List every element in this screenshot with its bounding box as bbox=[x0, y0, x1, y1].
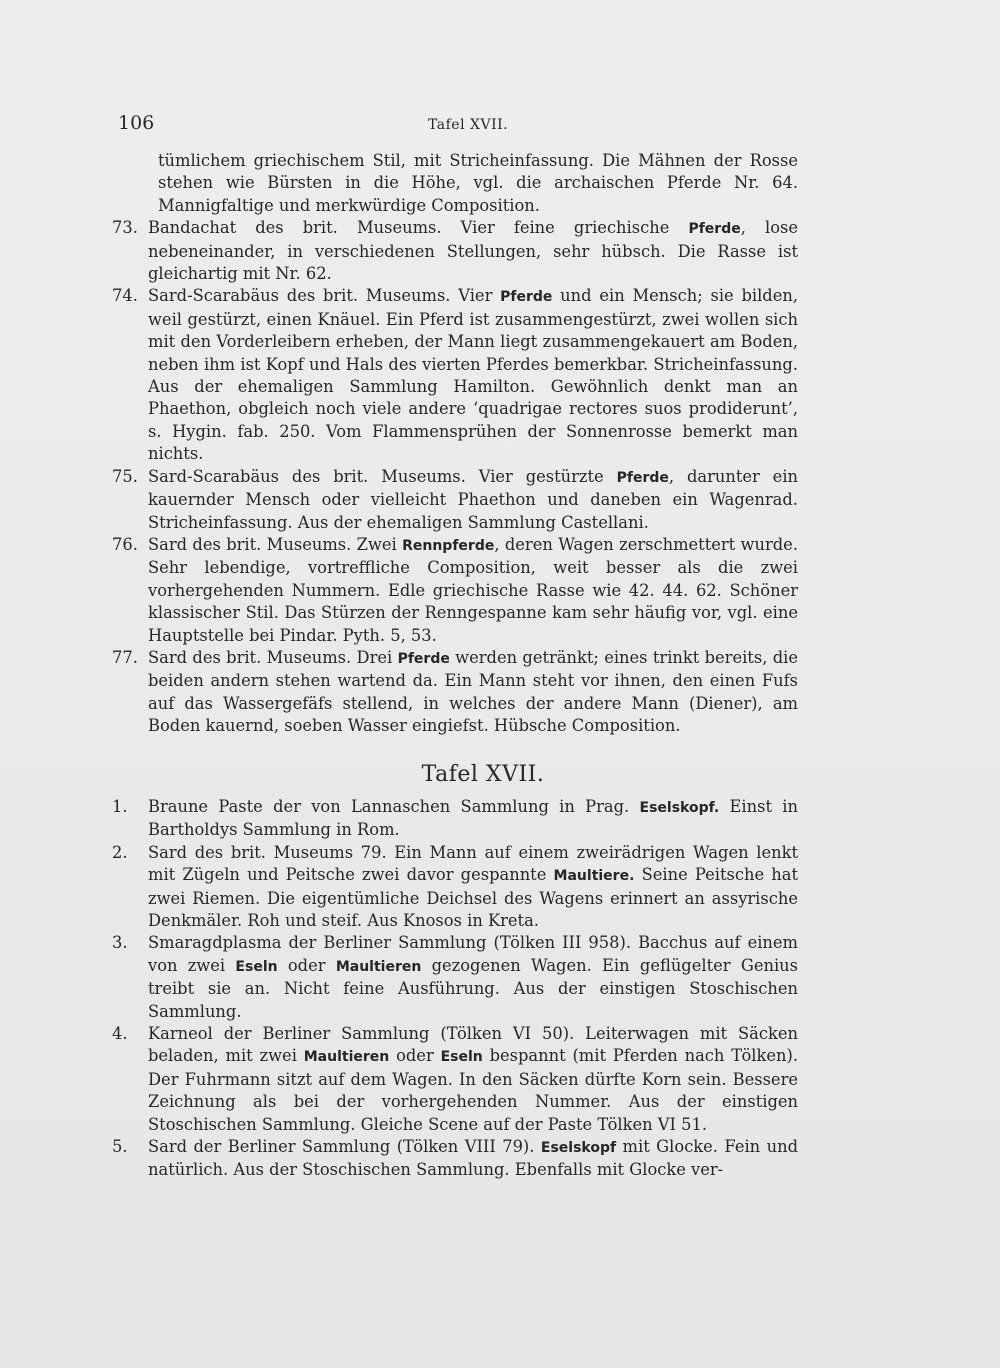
page-number: 106 bbox=[118, 112, 155, 134]
entry-text: Sard der Berliner Sammlung (Tölken VIII 79). Eselskopf mit Glocke. Fein und natürlich. Aus der Stoschischen Sammlung. Ebenfalls mit Glocke ver- bbox=[148, 1137, 798, 1180]
entry-number: 5. bbox=[112, 1137, 128, 1157]
entry-number: 77. bbox=[112, 647, 138, 667]
catalog-entry bbox=[108, 1023, 798, 1136]
entry-text: Sard des brit. Museums. Drei Pferde werden getränkt; eines trinkt bereits, die beiden andern stehen wartend da. Ein Mann steht vor ihnen, den einen Fufs auf das Wassergefäfs stellend, in welches der andere Mann (Diener), am Boden kauernd, soeben Wasser eingiefst. Hübsche Composition. bbox=[148, 647, 798, 736]
entry-number: 75. bbox=[112, 466, 138, 486]
entry-text: Sard-Scarabäus des brit. Museums. Vier gestürzte Pferde, darunter ein kauernder Mensch oder vielleicht Phaethon und daneben ein Wagenrad. Stricheinfassung. Aus der ehemaligen Sammlung Castellani. bbox=[148, 466, 799, 532]
entry-text: Bandachat des brit. Museums. Vier feine griechische Pferde, lose nebeneinander, in verschiedenen Stellungen, sehr hübsch. Die Rasse ist gleichartig mit Nr. 62. bbox=[148, 218, 798, 284]
entry-number: 3. bbox=[112, 933, 128, 953]
page-body bbox=[108, 150, 798, 1182]
entry-number: 4. bbox=[112, 1024, 128, 1044]
entry-number: 73. bbox=[112, 218, 138, 238]
entry-text: Braune Paste der von Lannaschen Sammlung in Prag. Eselskopf. Einst in Bartholdys Sammlung in Rom. bbox=[148, 796, 798, 840]
catalog-entry bbox=[108, 796, 798, 842]
entry-number: 1. bbox=[112, 796, 128, 816]
entry-text: Karneol der Berliner Sammlung (Tölken VI 50). Leiterwagen mit Säcken beladen, mit zwei Maultieren oder Eseln bespannt (mit Pferden nach Tölken). Der Fuhrmann sitzt auf dem Wagen. In den Säcken dürfte Korn sein. Bessere Zeichnung als bei der vorhergehenden Nummer. Aus der einstigen Stoschischen Sammlung. Gleiche Scene auf der Paste Tölken VI 51. bbox=[148, 1024, 798, 1134]
entry-text: Sard des brit. Museums. Zwei Rennpferde, deren Wagen zerschmettert wurde. Sehr lebendige, vortreffliche Composition, weit besser als die zwei vorhergehenden Nummern. Edle griechische Rasse wie 42. 44. 62. Schöner klassischer Stil. Das Stürzen der Renngespanne kam sehr häufig vor, vgl. eine Hauptstelle bei Pindar. Pyth. 5, 53. bbox=[148, 534, 798, 645]
entry-number: 76. bbox=[112, 534, 138, 554]
entry-text: Sard des brit. Museums 79. Ein Mann auf einem zweirädrigen Wagen lenkt mit Zügeln und Peitsche zwei davor gespannte Maultiere. Seine Peitsche hat zwei Riemen. Die eigentümliche Deichsel des Wagens erinnert an assyrische Denkmäler. Roh und steif. Aus Knosos in Kreta. bbox=[148, 842, 798, 930]
catalog-entry bbox=[108, 1136, 798, 1182]
catalog-entry bbox=[108, 842, 798, 933]
entry-number: 74. bbox=[112, 286, 138, 306]
catalog-entry bbox=[108, 217, 798, 285]
continuation-paragraph bbox=[108, 150, 798, 217]
section-title: Tafel XVII. bbox=[421, 761, 545, 787]
catalog-entry bbox=[108, 285, 798, 465]
continuation-text: tümlichem griechischem Stil, mit Stricheinfassung. Die Mähnen der Rosse stehen wie Bürsten in die Höhe, vgl. die archaischen Pferde Nr. 64. Mannigfaltige und merkwürdige Composition. bbox=[158, 151, 798, 215]
entry-number: 2. bbox=[112, 842, 128, 862]
page-header bbox=[118, 112, 798, 140]
catalog-entry bbox=[108, 534, 798, 647]
catalog-entry bbox=[108, 932, 798, 1023]
entry-list-bottom bbox=[108, 796, 798, 1182]
entry-text: Smaragdplasma der Berliner Sammlung (Tölken III 958). Bacchus auf einem von zwei Eseln oder Maultieren gezogenen Wagen. Ein geflügelter Genius treibt sie an. Nicht feine Ausführung. Aus der einstigen Stoschischen Sammlung. bbox=[148, 933, 798, 1021]
catalog-entry bbox=[108, 466, 798, 534]
running-head: Tafel XVII. bbox=[428, 117, 509, 133]
catalog-entry bbox=[108, 647, 798, 738]
entry-text: Sard-Scarabäus des brit. Museums. Vier Pferde und ein Mensch; sie bilden, weil gestürzt, einen Knäuel. Ein Pferd ist zusammengestürzt, zwei wollen sich mit den Vorderleibern erheben, der Mann liegt zusammengekauert am Boden, neben ihm ist Kopf und Hals des vierten Pferdes bemerkbar. Stricheinfassung. Aus der ehemaligen Sammlung Hamilton. Gewöhnlich denkt man an Phaethon, obgleich noch viele andere ‘quadrigae rectores suos prodiderunt’, s. Hygin. fab. 250. Vom Flammensprühen der Sonnenrosse bemerkt man nichts. bbox=[148, 286, 798, 464]
entry-list-top bbox=[108, 217, 798, 737]
